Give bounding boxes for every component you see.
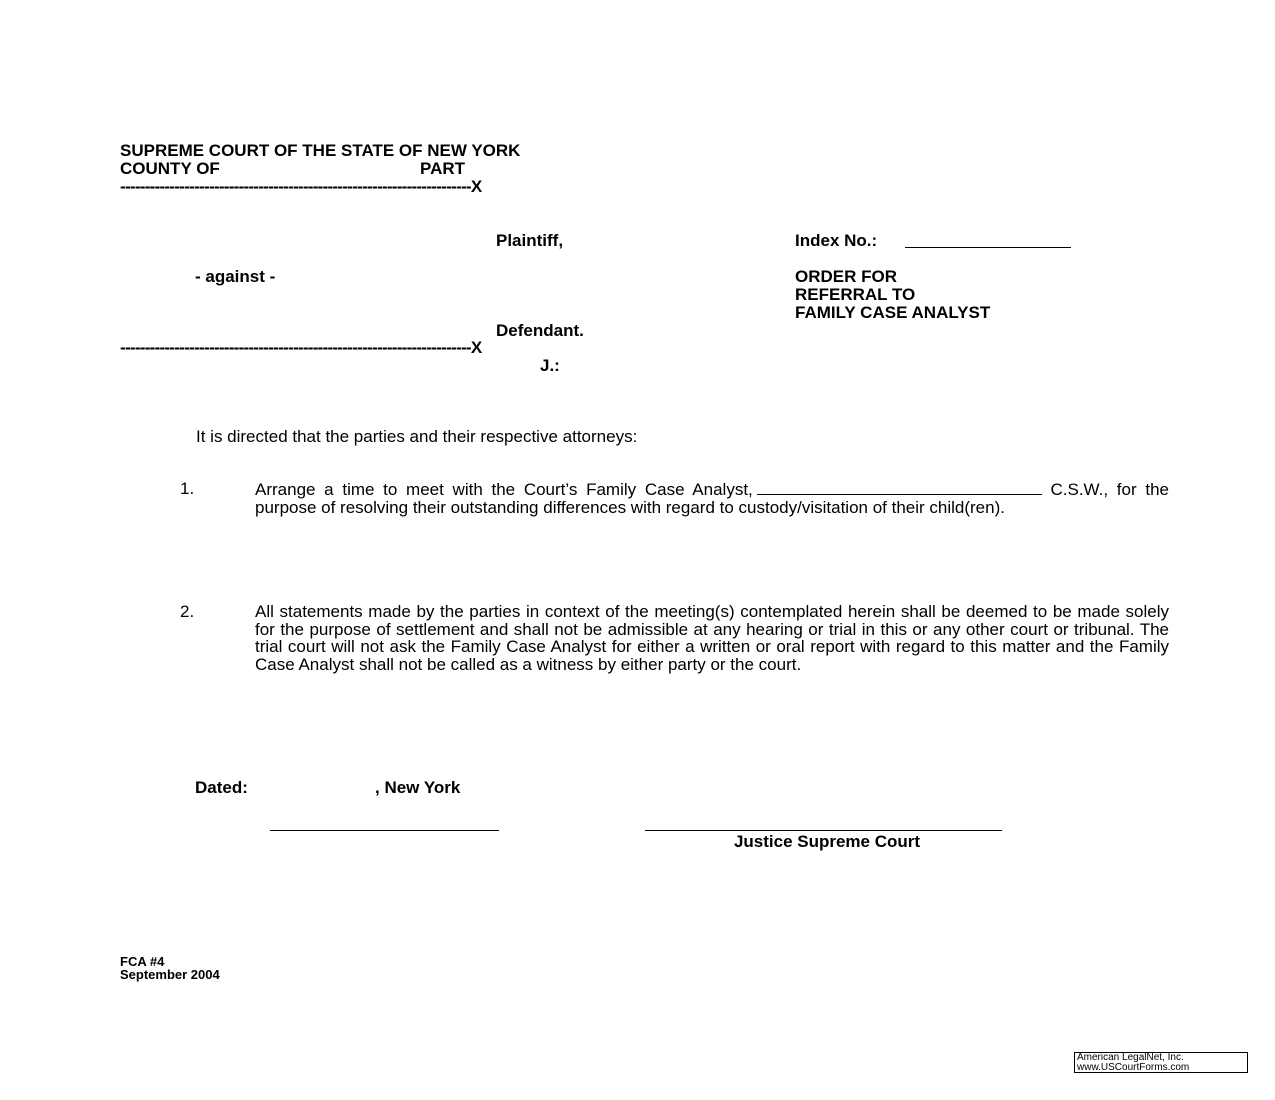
caption-separator-bottom: -----------------------------------------------------------------------X [120, 338, 482, 357]
item-1-text-start: Arrange a time to meet with the Court’s Family Case Analyst, [255, 480, 753, 499]
justice-signature-label: Justice Supreme Court [733, 832, 921, 851]
publisher-name: American LegalNet, Inc. [1077, 1052, 1184, 1063]
item-2-paragraph: All statements made by the parties in context of the meeting(s) contemplated herein shall be deemed to be made solely for the purpose of settlement and shall not be admissible at any hearing or trial in this or any other court or tribunal. The trial court will not ask the Family Case Analyst for either a written or oral report with regard to this matter and the Family Case Analyst shall not be called as a witness by either party or the court. [255, 602, 1169, 674]
defendant-label: Defendant. [496, 321, 584, 340]
county-label: COUNTY OF [120, 159, 220, 178]
publisher-stamp [1074, 1052, 1248, 1073]
item-1-paragraph [255, 480, 1169, 516]
justice-initial-label: J.: [540, 356, 560, 375]
against-label: - against - [195, 267, 276, 286]
item-1-text-end: C.S.W., for the purpose of resolving their outstanding differences with regard to custody/visitation of their child(ren). [255, 480, 1169, 517]
order-title-line-3: FAMILY CASE ANALYST [795, 303, 991, 322]
order-title-line-1: ORDER FOR [795, 267, 897, 286]
item-number-2: 2. [180, 602, 195, 621]
form-id: FCA #4 [120, 954, 165, 969]
item-number-1: 1. [180, 479, 195, 498]
publisher-url: www.USCourtForms.com [1077, 1062, 1190, 1073]
date-signature-line [270, 830, 499, 831]
index-number-blank [905, 247, 1071, 248]
order-title-line-2: REFERRAL TO [795, 285, 916, 304]
dated-location: , New York [375, 778, 461, 797]
part-label: PART [420, 159, 466, 178]
form-date: September 2004 [120, 967, 220, 982]
court-name: SUPREME COURT OF THE STATE OF NEW YORK [120, 141, 521, 160]
index-number-label: Index No.: [795, 231, 878, 250]
caption-separator-top: -----------------------------------------------------------------------X [120, 177, 482, 196]
plaintiff-label: Plaintiff, [496, 231, 564, 250]
justice-signature-line [645, 830, 1002, 831]
dated-label: Dated: [195, 778, 248, 797]
intro-text: It is directed that the parties and their respective attorneys: [196, 427, 638, 446]
analyst-name-blank [757, 480, 1042, 495]
